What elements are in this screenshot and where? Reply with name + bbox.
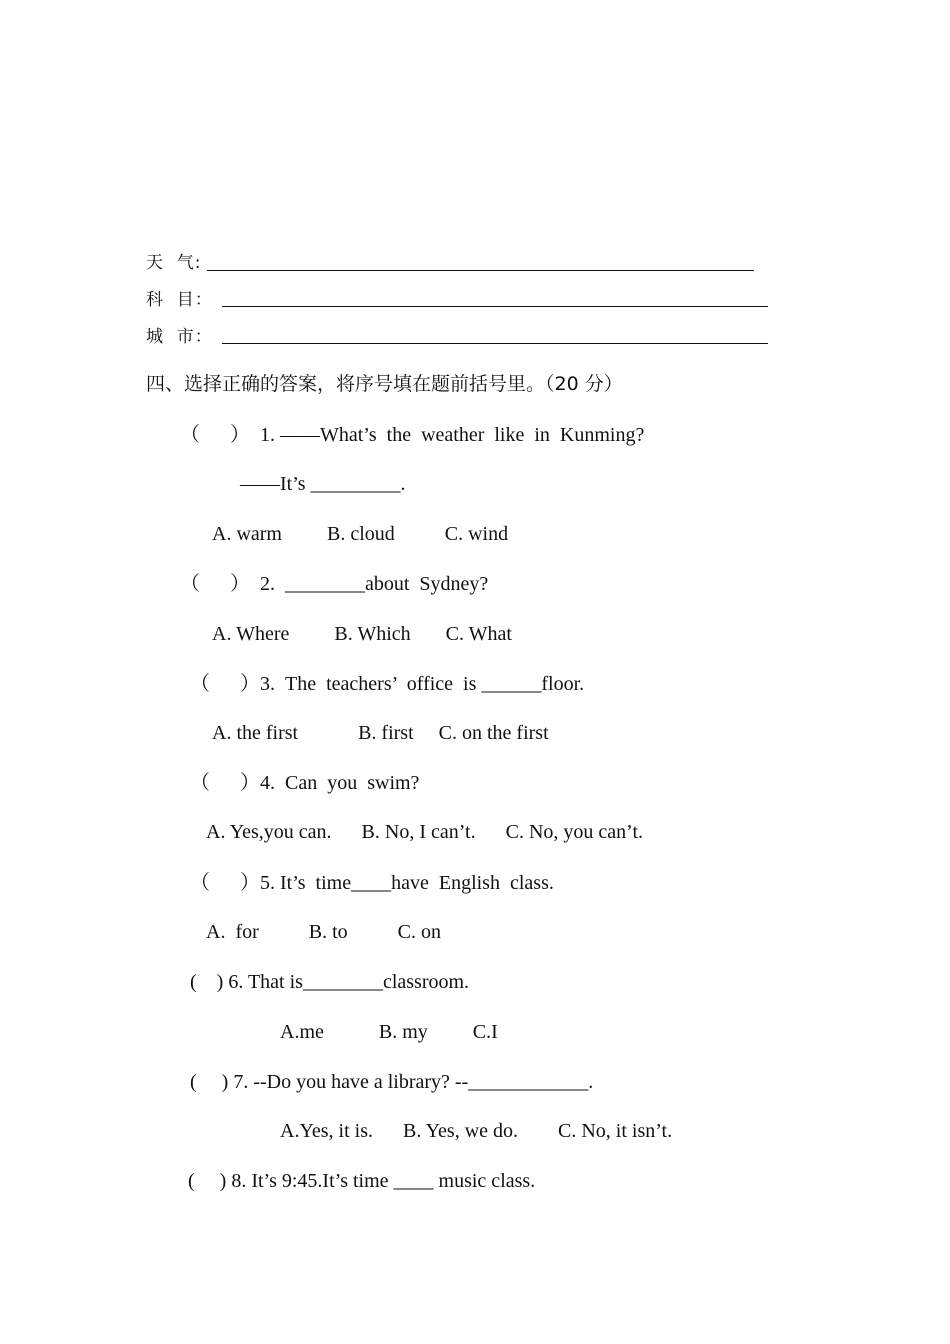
weather-blank-line (207, 270, 754, 271)
question-1-stem-answer: ——It’s _________. (240, 473, 406, 495)
subject-label: 科 目： (146, 290, 213, 310)
question-4-stem: （ ）4. Can you swim? (190, 772, 420, 794)
weather-label: 天 气: (146, 253, 202, 273)
city-blank-line (222, 343, 768, 344)
question-5-stem: （ ）5. It’s time____have English class. (190, 872, 554, 894)
section-heading: 四、选择正确的答案，将序号填在题前括号里。（20 分） (146, 373, 623, 395)
question-1-options: A. warm B. cloud C. wind (212, 523, 509, 545)
question-3-stem: （ ）3. The teachers’ office is ______floor. (190, 673, 585, 695)
question-2-options: A. Where B. Which C. What (212, 623, 512, 645)
question-2-stem: （ ） 2. ________about Sydney? (180, 573, 489, 595)
question-5-options: A. for B. to C. on (206, 921, 441, 943)
subject-blank-line (222, 306, 768, 307)
question-7-options: A.Yes, it is. B. Yes, we do. C. No, it isn’t. (280, 1120, 673, 1142)
question-6-options: A.me B. my C.I (280, 1021, 498, 1043)
question-4-options: A. Yes,you can. B. No, I can’t. C. No, you can’t. (206, 821, 644, 843)
question-8-stem: ( ) 8. It’s 9:45.It’s time ____ music class. (188, 1170, 536, 1192)
city-label: 城 市： (146, 327, 213, 347)
question-1-stem: （ ） 1. ——What’s the weather like in Kunming? (180, 424, 645, 446)
question-7-stem: ( ) 7. --Do you have a library? --____________. (190, 1071, 594, 1093)
question-3-options: A. the first B. first C. on the first (212, 722, 549, 744)
question-6-stem: ( ) 6. That is________classroom. (190, 971, 470, 993)
